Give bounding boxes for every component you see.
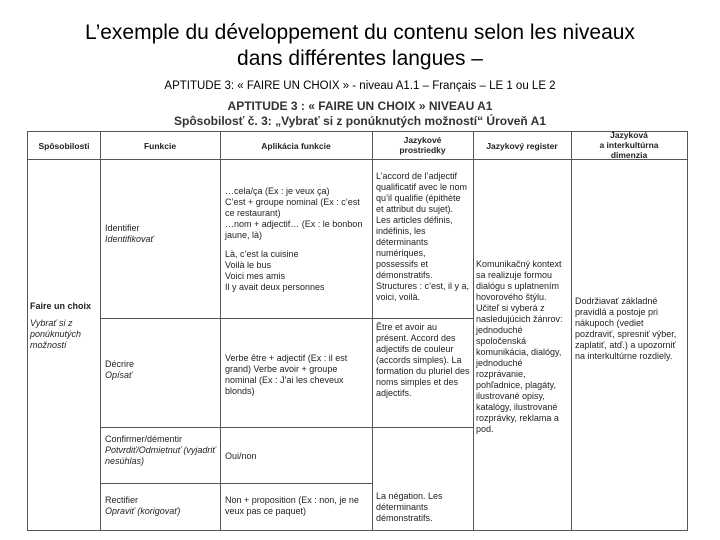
header-dimenzia-3: dimenzia xyxy=(610,150,648,160)
ability-cell xyxy=(30,301,98,351)
table-heading-sk: Spôsobilosť č. 3: „Vybrať si z ponúknutých možností“ Úroveň A1 xyxy=(174,114,546,128)
app-line: Là, c’est la cuisine xyxy=(225,249,299,259)
table-heading-fr: APTITUDE 3 : « FAIRE UN CHOIX » NIVEAU A1 xyxy=(227,99,493,113)
function-fr: Rectifier xyxy=(105,495,139,505)
app-line: Il y avait deux personnes xyxy=(225,282,325,292)
header-prostriedky xyxy=(374,135,471,155)
app-line: Voici mes amis xyxy=(225,271,286,281)
application-confirmer: Oui/non xyxy=(225,451,257,461)
header-dimenzia-1: Jazyková xyxy=(610,130,648,140)
header-sposobilost: Spôsobilosti xyxy=(38,141,90,151)
slide-title-line2: dans différentes langues – xyxy=(237,47,483,70)
function-fr: Identifier xyxy=(105,223,140,233)
slide-subtitle: APTITUDE 3: « FAIRE UN CHOIX » - niveau A1.1 – Français – LE 1 ou LE 2 xyxy=(164,80,556,92)
grid-line xyxy=(372,131,373,531)
header-dimenzia-2: a interkultúrna xyxy=(599,140,659,150)
grid-line xyxy=(100,318,473,319)
header-register: Jazykový register xyxy=(486,141,558,151)
function-decrire xyxy=(105,359,217,381)
grid-line xyxy=(100,131,101,531)
app-line: C’est + groupe nominal (Ex : c’est ce restaurant) xyxy=(225,197,360,218)
app-line: …nom + adjectif… (Ex : le bonbon jaune, là) xyxy=(225,219,363,240)
means-rectifier: La négation. Les déterminants démonstratifs. xyxy=(376,491,443,523)
application-identifier xyxy=(225,186,368,293)
function-sk: Identifikovať xyxy=(105,234,154,244)
function-confirmer xyxy=(105,434,217,467)
app-line: …cela/ça (Ex : je veux ça) xyxy=(225,186,330,196)
grid-line xyxy=(571,131,572,531)
grid-line xyxy=(100,427,473,428)
function-rectifier xyxy=(105,495,217,517)
function-sk: Opraviť (korigovať) xyxy=(105,506,181,516)
grid-line xyxy=(27,131,28,531)
ability-fr: Faire un choix xyxy=(30,301,92,311)
app-line: Voilà le bus xyxy=(225,260,272,270)
application-rectifier: Non + proposition (Ex : non, je ne veux pas ce paquet) xyxy=(225,495,359,516)
application-decrire: Verbe être + adjectif (Ex : il est grand) Verbe avoir + groupe nominal (Ex : J’ai les cheveux blonds) xyxy=(225,353,348,396)
slide-title-line1: L’exemple du développement du contenu selon les niveaux xyxy=(85,21,635,44)
slide-title xyxy=(0,20,720,72)
header-dimenzia xyxy=(573,130,685,160)
grid-line xyxy=(473,131,474,531)
header-prostriedky-1: Jazykové xyxy=(403,135,442,145)
function-fr: Confirmer/démentir xyxy=(105,434,183,444)
function-sk: Potvrdiť/Odmietnuť (vyjadriť nesúhlas) xyxy=(105,445,216,466)
function-sk: Opísať xyxy=(105,370,133,380)
grid-line xyxy=(220,131,221,531)
header-aplikacia: Aplikácia funkcie xyxy=(261,141,331,151)
header-funkcie: Funkcie xyxy=(143,141,177,151)
means-identifier: L’accord de l’adjectif qualificatif avec le nom qu’il qualifie (épithète et attribut du sujet). Les articles définis, indéfinis, les déterminants numériques, possessifs et démonstratifs. Structures : c’est, il y a, voici, voilà. xyxy=(376,171,470,302)
register-cell: Komunikačný kontext sa realizuje formou dialógu s uplatnením hovorového štýlu. Učiteľ si vyberá z nasledujúcich žánrov: jednoduché spoločenská komunikácia, dialógy, jednoduché rozprávanie, pohľadnice, plagáty, ilustrované opisy, katalógy, ilustrované rozprávky, reklama a pod. xyxy=(476,259,563,434)
function-identifier xyxy=(105,223,217,245)
dimension-cell: Dodržiavať základné pravidlá a postoje pri nákupoch (vediet pozdraviť, spresniť výber, zaplatiť, atď.) a upozorniť na interkultúrne rozdiely. xyxy=(575,296,677,361)
ability-sk: Vybrať si z ponúknutých možností xyxy=(30,318,82,350)
header-prostriedky-2: prostriedky xyxy=(399,145,446,155)
grid-line xyxy=(27,530,688,531)
grid-line xyxy=(687,131,688,531)
means-decrire: Être et avoir au présent. Accord des adjectifs de couleur (accords simples). La formation du pluriel des noms simples et des adjectifs. xyxy=(376,322,470,398)
grid-line xyxy=(100,483,372,484)
competence-table xyxy=(27,131,688,531)
function-fr: Décrire xyxy=(105,359,135,369)
